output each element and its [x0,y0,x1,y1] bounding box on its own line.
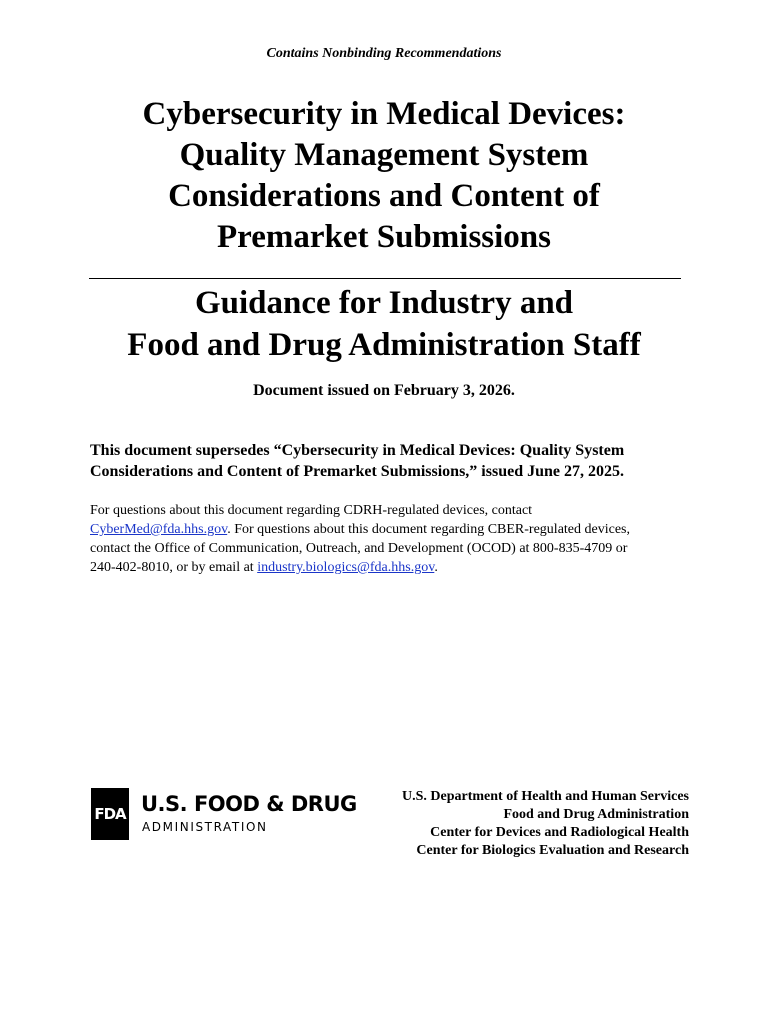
contact-line: contact the Office of Communication, Outreach, and Development (OCOD) at 800-835-4709 or [90,541,628,556]
supersedes-line: Considerations and Content of Premarket Submissions,” issued June 27, 2025. [90,463,624,480]
fda-logo-subtitle: ADMINISTRATION [142,820,268,834]
contact-text: 240-402-8010, or by email at [90,560,258,575]
agency-line: Food and Drug Administration [503,807,689,822]
fda-logo-mark: FDA [91,788,129,840]
cybermed-email-link[interactable]: CyberMed@fda.hhs.gov [90,522,228,537]
nonbinding-header: Contains Nonbinding Recommendations [266,46,502,61]
fda-logo-name: U.S. FOOD & DRUG [141,792,357,816]
issue-date: Document issued on February 3, 2026. [253,382,515,399]
title-line: Quality Management System [179,137,589,173]
contact-line [90,558,690,577]
supersedes-line: This document supersedes “Cybersecurity in Medical Devices: Quality System [90,442,625,459]
contact-text: . For questions about this document regarding CBER-regulated devices, [227,522,630,537]
agency-line: Center for Biologics Evaluation and Research [416,843,689,858]
title-line: Considerations and Content of [168,178,600,214]
agency-line: U.S. Department of Health and Human Services [402,789,689,804]
agency-block [402,788,689,860]
contact-line [90,520,690,539]
supersedes-statement [90,440,690,482]
contact-line: For questions about this document regarding CDRH-regulated devices, contact [90,503,533,518]
contact-text: . [434,560,438,575]
guidance-title [60,282,708,366]
guidance-line: Food and Drug Administration Staff [127,327,641,363]
title-divider [89,278,681,279]
title-line: Premarket Submissions [217,219,551,255]
guidance-line: Guidance for Industry and [194,285,574,321]
contact-paragraph [90,501,690,577]
document-title [60,94,708,258]
agency-line: Center for Devices and Radiological Health [430,825,689,840]
fda-logo [91,788,357,840]
title-line: Cybersecurity in Medical Devices: [142,96,626,132]
biologics-email-link[interactable]: industry.biologics@fda.hhs.gov [257,560,435,575]
